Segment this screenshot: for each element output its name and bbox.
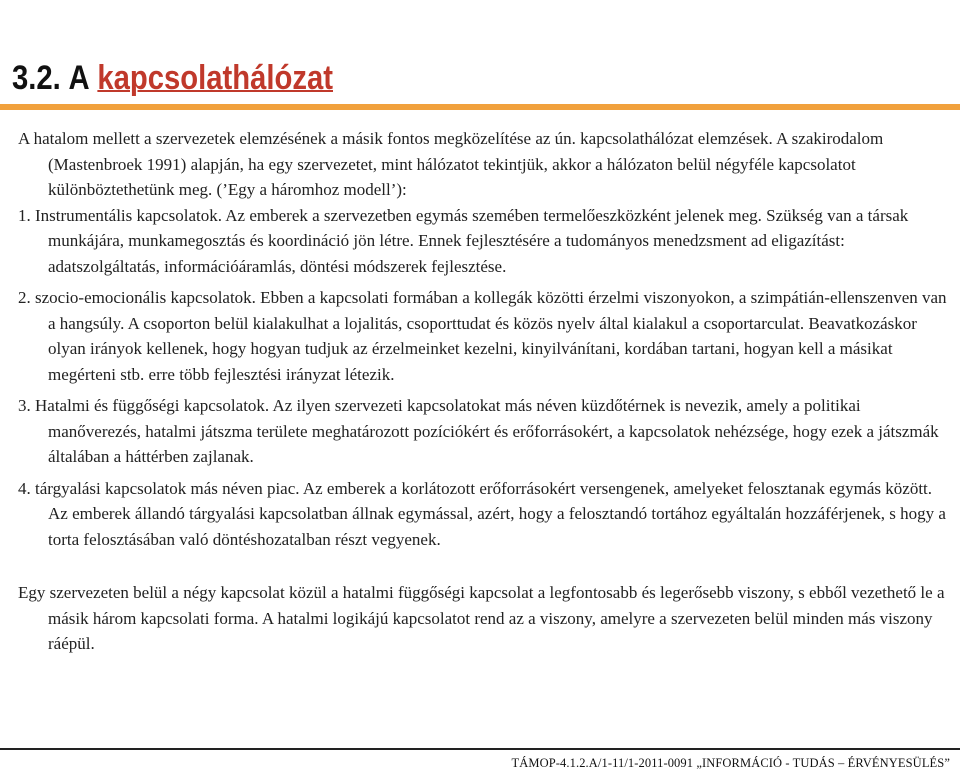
list-item-number: 1.: [18, 205, 31, 225]
list-item-1: [18, 203, 948, 280]
conclusion-paragraph: [18, 580, 948, 657]
slide-content: [18, 126, 948, 657]
list-item-number: 4.: [18, 478, 31, 498]
intro-text: A hatalom mellett a szervezetek elemzésének a másik fontos megközelítése az ún. kapcsolathálózat elemzések. A szakirodalom (Mastenbroek 1991) alapján, ha egy szervezetet, mint hálózatot tekintjük, akkor a hálózaton belül négyféle kapcsolatot különböztethetünk meg. (’Egy a háromhoz modell’):: [18, 129, 884, 199]
footer-divider: [0, 748, 960, 750]
list-item-text: Hatalmi és függőségi kapcsolatok. Az ilyen szervezeti kapcsolatokat más néven küzdőtérnek is nevezik, amely a politikai manőverezés, hatalmi játszma területe meghatározott pozíciókért és erőforrásokért, a kapcsolatok nehézsége, hogy ezek a játszmák általában a háttérben zajlanak.: [35, 396, 939, 466]
title-link[interactable]: kapcsolathálózat: [97, 59, 334, 97]
title-accent-bar: [0, 104, 960, 110]
title-number: 3.2.: [12, 59, 61, 97]
list-item-4: [18, 476, 948, 553]
page-title: [12, 56, 333, 100]
footer-project-code: TÁMOP-4.1.2.A/1-11/1-2011-0091 „INFORMÁCIÓ - TUDÁS – ÉRVÉNYESÜLÉS”: [511, 756, 950, 770]
list-item-text: tárgyalási kapcsolatok más néven piac. Az emberek a korlátozott erőforrásokért versengenek, amelyeket felosztanak egymás között. Az emberek állandó tárgyalási kapcsolatban állnak egymással, azért, hogy a felosztandó tortához egyáltalán hozzáférjenek, s hogy a torta felosztásában való döntéshozatalban részt vegyenek.: [35, 478, 946, 549]
list-item-number: 3.: [18, 396, 31, 415]
list-item-number: 2.: [18, 288, 31, 307]
conclusion-text: Egy szervezeten belül a négy kapcsolat közül a hatalmi függőségi kapcsolat a legfontosabb és legerősebb viszony, s ebből vezethető le a másik három kapcsolati forma. A hatalmi logikájú kapcsolatot rend az a viszony, amelyre a szervezeten belül minden más viszony ráépül.: [18, 583, 945, 653]
list-item-2: [18, 285, 948, 387]
intro-paragraph: [18, 126, 948, 203]
title-prefix: A: [68, 59, 90, 97]
list-item-3: [18, 393, 948, 470]
list-item-text: szocio-emocionális kapcsolatok. Ebben a kapcsolati formában a kollegák közötti érzelmi viszonyokon, a szimpátián-ellenszenven van a hangsúly. A csoporton belül kialakulhat a lojalitás, csoporttudat és közös nyelv által kialakul a csoportarculat. Beavatkozáskor olyan irányok kellenek, hogy hogyan tudjuk az érzelmeinket kezelni, kinyilvánítani, kordában tartani, hogyan kell a másikat megérteni stb. erre több fejlesztési irányzat létezik.: [35, 288, 947, 384]
list-item-text: Instrumentális kapcsolatok. Az emberek a szervezetben egymás szemében termelőeszközként jelenek meg. Szükség van a társak munkájára, munkamegosztás és koordináció jön létre. Ennek fejlesztésére a tudományos menedzsment ad eligazítást: adatszolgáltatás, információáramlás, döntési módszerek fejlesztése.: [35, 205, 909, 276]
